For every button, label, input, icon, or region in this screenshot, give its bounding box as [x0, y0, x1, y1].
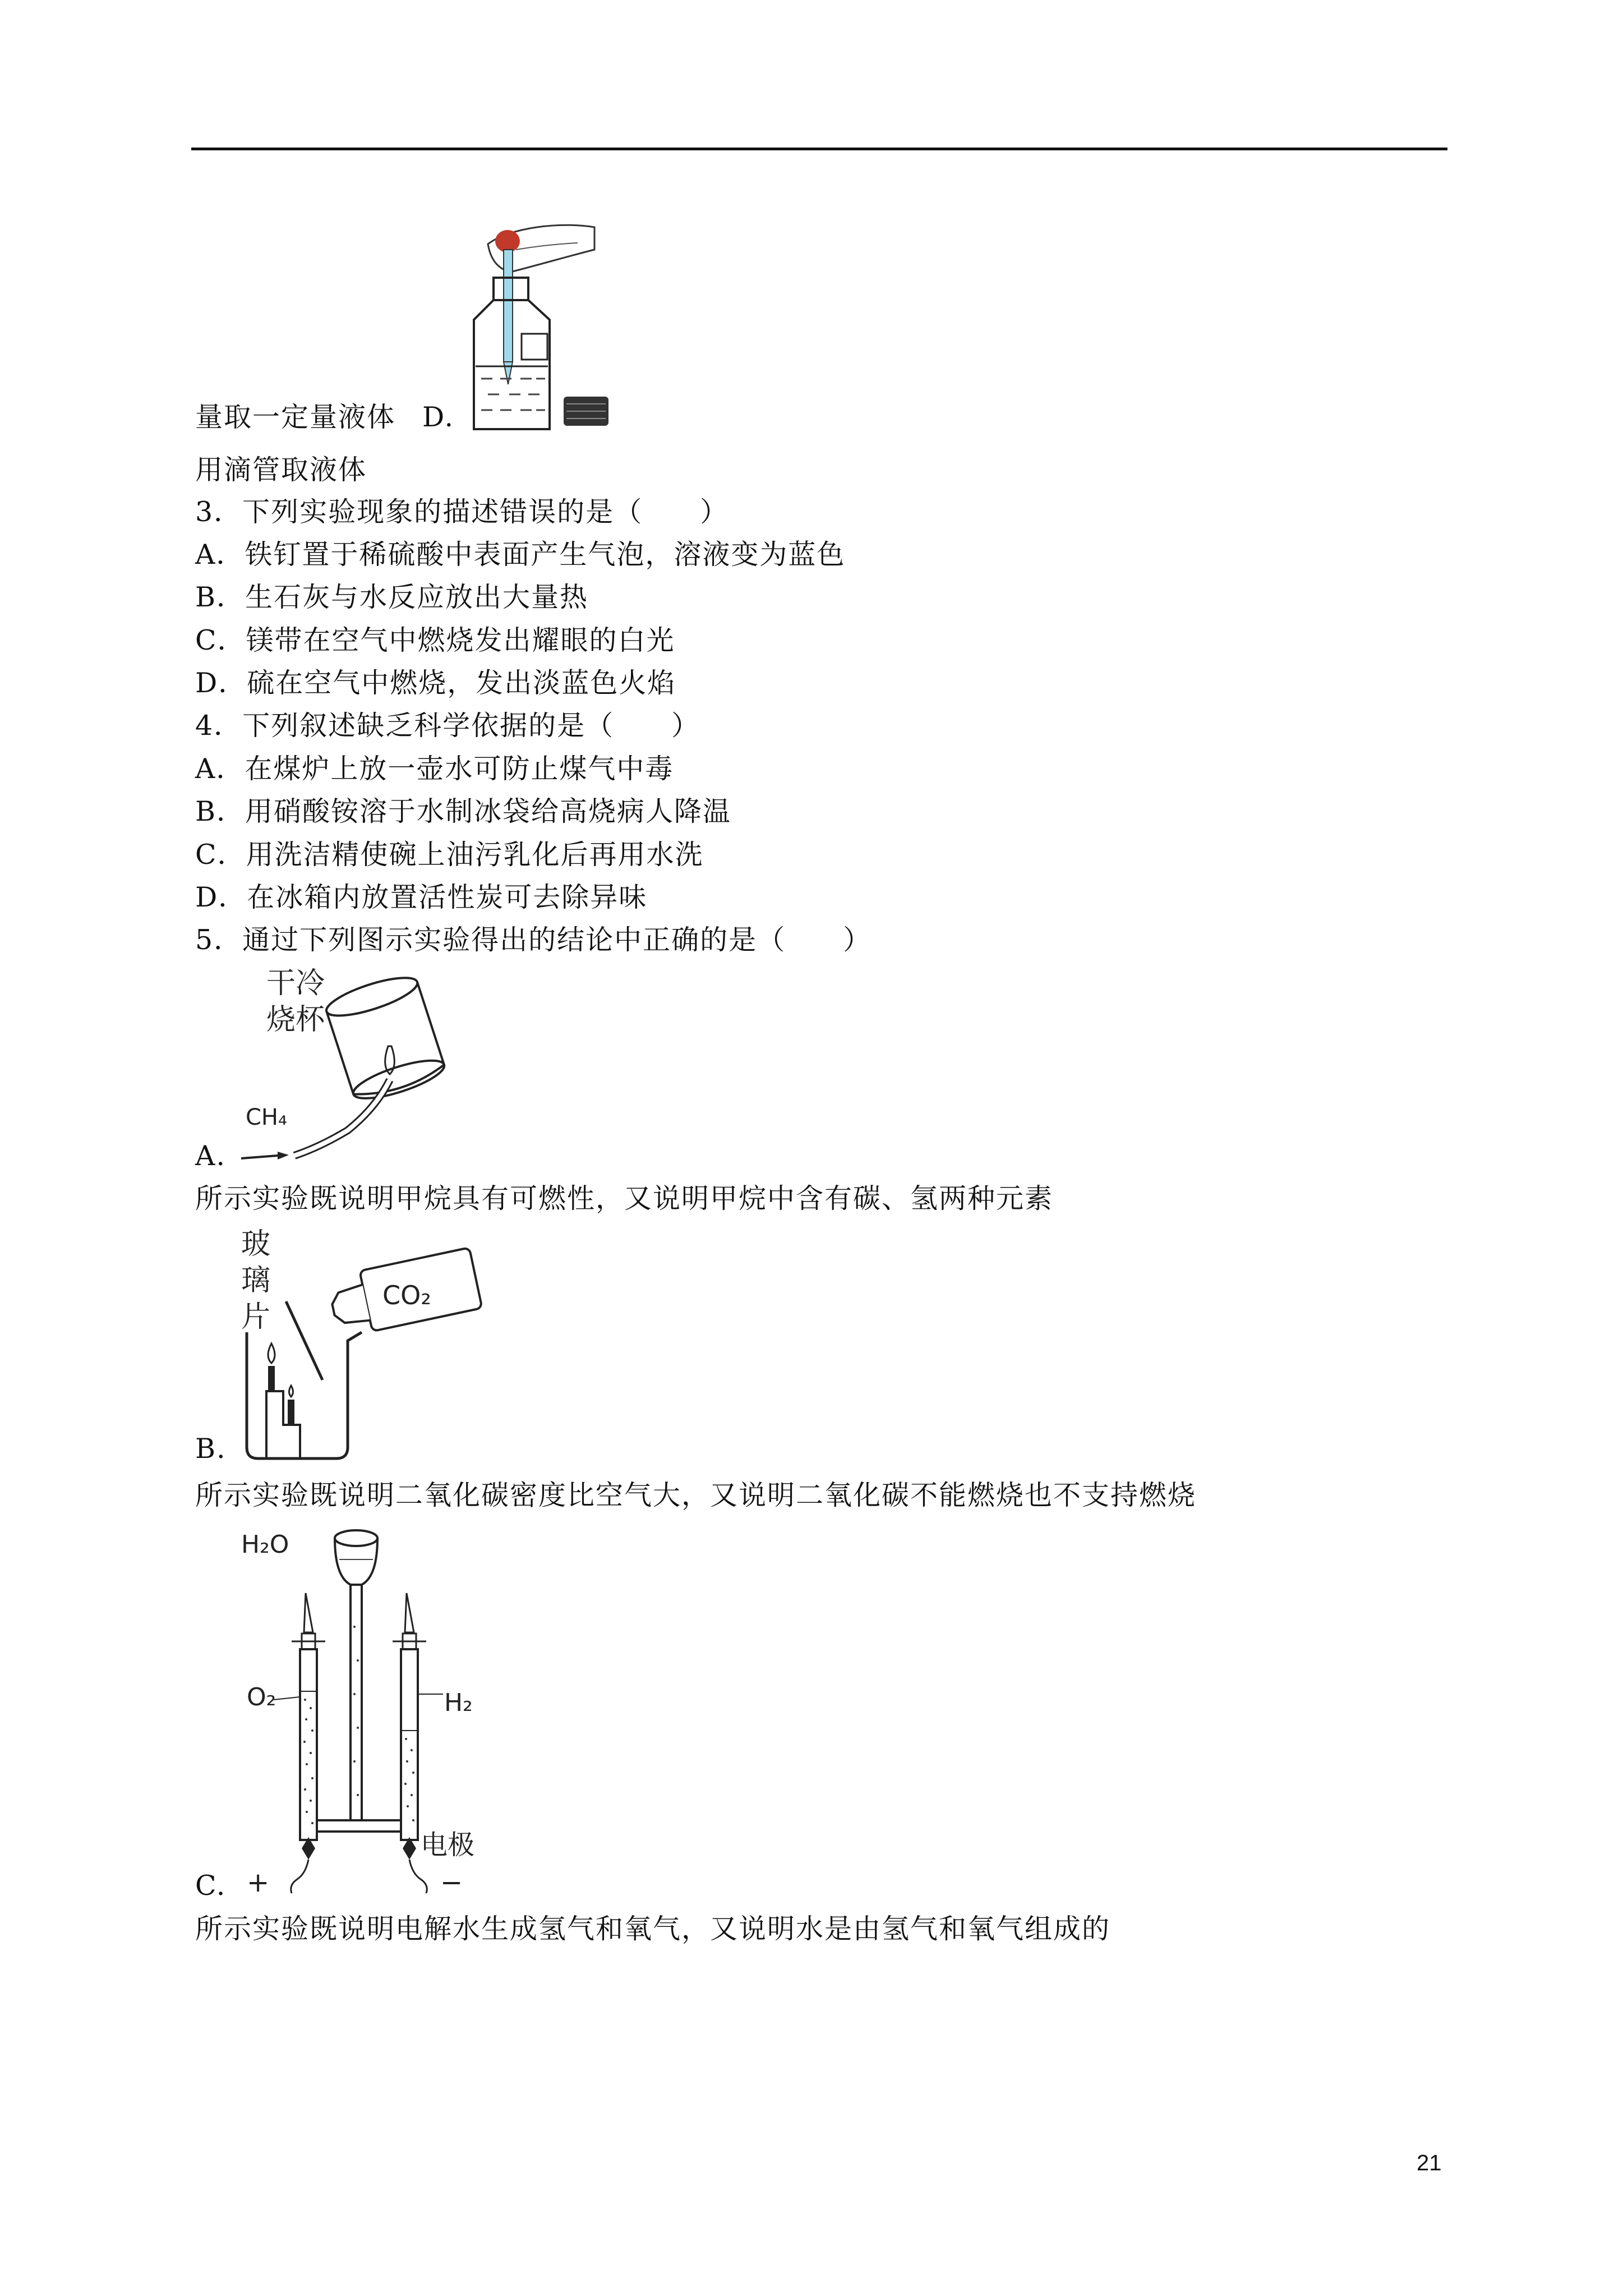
q4-option-c: C．用洗洁精使碗上油污乳化后再用水洗 [195, 839, 704, 871]
measure-liquid-text: 量取一定量液体 [195, 401, 396, 433]
fig-a-label-2: 烧杯 [266, 1003, 325, 1037]
measure-liquid-line [195, 400, 454, 435]
q5-option-b-letter: B. [195, 1433, 227, 1465]
page-number: 21 [1417, 2151, 1442, 2175]
fig-b-gas: CO₂ [382, 1280, 431, 1310]
q3-option-c: C．镁带在空气中燃烧发出耀眼的白光 [195, 624, 675, 656]
co2-candles-figure [236, 1223, 494, 1470]
fig-c-electrode: 电极 [421, 1829, 475, 1861]
q3-option-b: B．生石灰与水反应放出大量热 [195, 581, 589, 613]
fig-c-o2: O₂ [247, 1683, 276, 1711]
fig-a-gas: CH₄ [246, 1105, 288, 1130]
header-rule [191, 148, 1447, 150]
q5-option-c-text: 所示实验既说明电解水生成氢气和氧气，又说明水是由氢气和氧气组成的 [195, 1913, 1111, 1945]
fig-b-label-3: 片 [241, 1300, 271, 1334]
option-d-text: 用滴管取液体 [195, 454, 367, 486]
fig-b-label-2: 璃 [241, 1264, 271, 1297]
dropper-figure [465, 216, 617, 432]
option-d-letter: D. [422, 401, 455, 433]
q3-stem: 3．下列实验现象的描述错误的是（ ） [195, 496, 729, 528]
fig-c-minus: − [440, 1867, 463, 1896]
fig-b-label-1: 玻 [241, 1227, 271, 1261]
q5-option-a-letter: A. [195, 1140, 226, 1172]
fig-c-h2: H₂ [444, 1688, 473, 1717]
methane-beaker-figure [236, 962, 471, 1175]
q4-stem: 4．下列叙述缺乏科学依据的是（ ） [195, 710, 700, 742]
q5-option-c-letter: C. [195, 1870, 227, 1902]
q5-stem: 5．通过下列图示实验得出的结论中正确的是（ ） [195, 924, 872, 956]
q4-option-a: A．在煤炉上放一壶水可防止煤气中毒 [195, 753, 674, 785]
q5-option-a-text: 所示实验既说明甲烷具有可燃性，又说明甲烷中含有碳、氢两种元素 [195, 1182, 1054, 1214]
q4-option-d: D．在冰箱内放置活性炭可去除异味 [195, 881, 648, 913]
fig-c-plus: + [247, 1867, 270, 1896]
q4-option-b: B．用硝酸铵溶于水制冰袋给高烧病人降温 [195, 795, 732, 827]
q3-option-a: A．铁钉置于稀硫酸中表面产生气泡，溶液变为蓝色 [195, 539, 846, 570]
electrolysis-figure [236, 1515, 527, 1896]
q3-option-d: D．硫在空气中燃烧，发出淡蓝色火焰 [195, 667, 676, 699]
fig-a-label-1: 干冷 [266, 967, 325, 1000]
q5-option-b-text: 所示实验既说明二氧化碳密度比空气大，又说明二氧化碳不能燃烧也不支持燃烧 [195, 1479, 1197, 1511]
fig-c-water: H₂O [241, 1530, 289, 1559]
